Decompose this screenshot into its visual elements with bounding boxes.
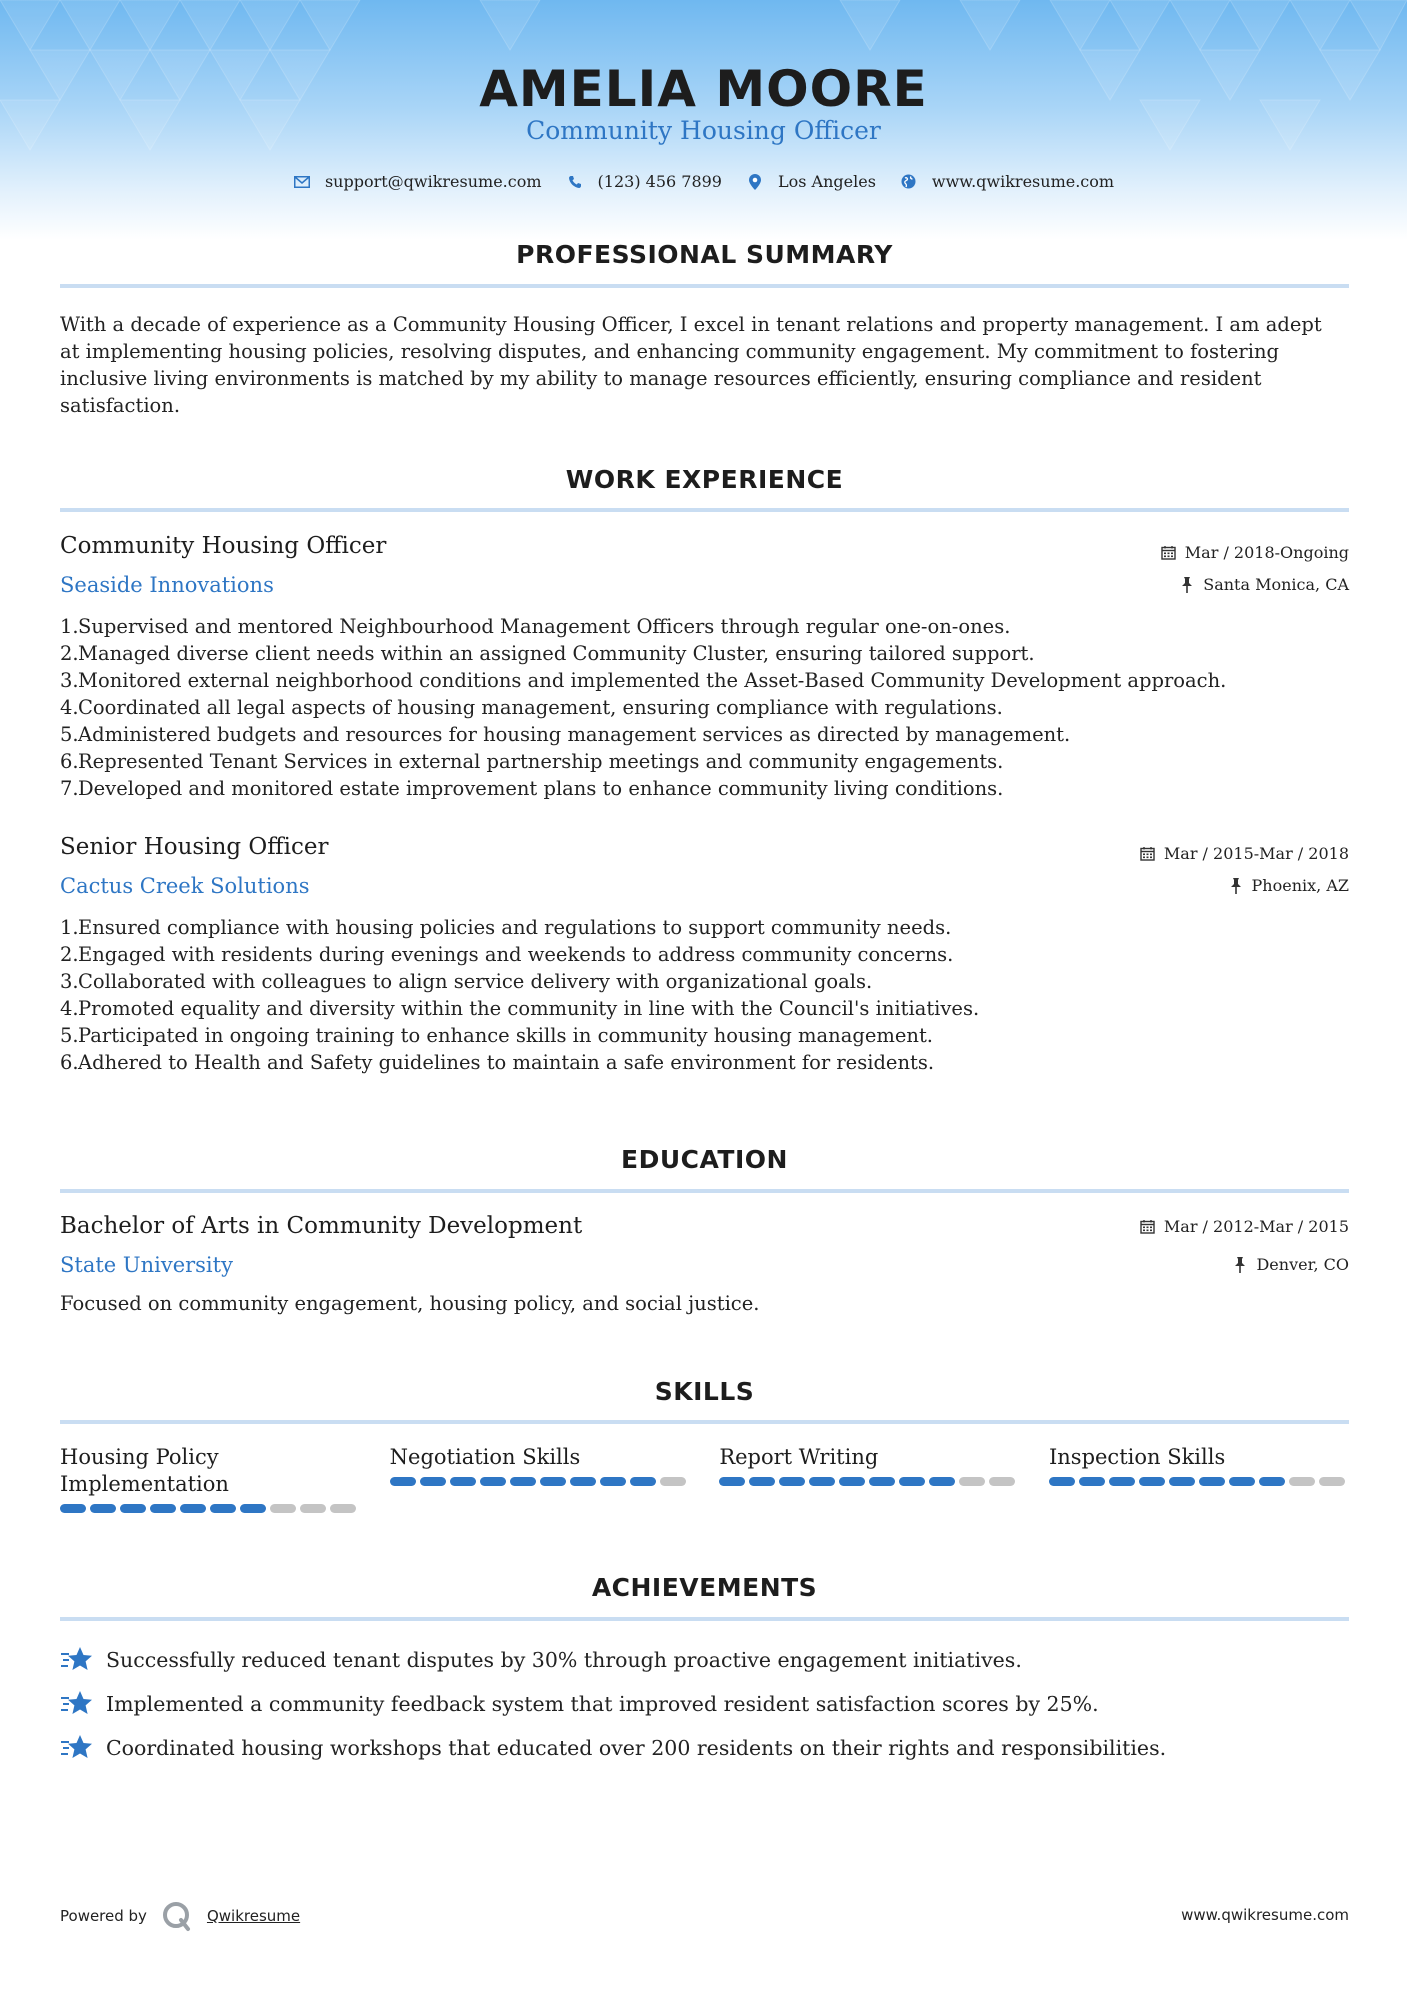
job-responsibilities [60, 613, 1349, 802]
skill-level-segment [719, 1477, 745, 1486]
list-item: 2. Managed diverse client needs within an assigned Community Cluster, ensuring tailored support. [60, 642, 1035, 665]
skill-level-segment [1229, 1477, 1255, 1486]
skills-list [60, 1444, 1349, 1513]
list-item: 6. Represented Tenant Services in external partnership meetings and community engagements. [60, 750, 1004, 773]
education-heading: EDUCATION [621, 1145, 788, 1174]
skills-heading: SKILLS [654, 1377, 755, 1406]
qwikresume-logo-icon [161, 1900, 193, 1932]
skill-level-segment [869, 1477, 895, 1486]
skill-level-segment [630, 1477, 656, 1486]
skill-level-segment [150, 1504, 176, 1513]
skill-level-segment [210, 1504, 236, 1513]
skill-level-segment [510, 1477, 536, 1486]
list-item: 3. Collaborated with colleagues to align service delivery with organizational goals. [60, 970, 873, 993]
job-dates-text: Mar / 2018-Ongoing [1184, 543, 1349, 562]
list-item: 1. Supervised and mentored Neighbourhood Management Officers through regular one-on-ones. [60, 615, 1011, 638]
skill-level-segment [959, 1477, 985, 1486]
contact-location [746, 172, 876, 191]
contact-location-text: Los Angeles [777, 172, 876, 191]
skill-name: Negotiation Skills [389, 1445, 581, 1469]
pushpin-icon [1232, 1257, 1248, 1273]
calendar-icon [1140, 1219, 1156, 1235]
education-degree: Bachelor of Arts in Community Development [60, 1213, 583, 1239]
skill-level-segment [240, 1504, 266, 1513]
achievement-text: Coordinated housing workshops that educated over 200 residents on their rights and responsibilities. [106, 1736, 1167, 1760]
job-responsibilities [60, 914, 1349, 1076]
education-description: Focused on community engagement, housing policy, and social justice. [60, 1292, 760, 1315]
list-item: 5. Participated in ongoing training to enhance skills in community housing management. [60, 1024, 933, 1047]
list-item: 7. Developed and monitored estate improvement plans to enhance community living conditions. [60, 777, 1004, 800]
summary-line: inclusive living environments is matched by my ability to manage resources efficiently, ensuring compliance and resident [60, 367, 1262, 390]
job-location-text: Phoenix, AZ [1251, 876, 1349, 895]
job-title: Community Housing Officer [60, 533, 387, 559]
achievement-item [60, 1733, 1349, 1763]
skill-level-segment [570, 1477, 596, 1486]
achievement-text: Successfully reduced tenant disputes by 30% through proactive engagement initiatives. [106, 1648, 1022, 1672]
list-item: 2. Engaged with residents during evenings and weekends to address community concerns. [60, 943, 954, 966]
skill-level-segment [839, 1477, 865, 1486]
list-item: 3. Monitored external neighborhood conditions and implemented the Asset-Based Community Development approach. [60, 669, 1227, 692]
skill-level-segment [989, 1477, 1015, 1486]
education-dates-text: Mar / 2012-Mar / 2015 [1163, 1217, 1349, 1236]
summary-divider [60, 284, 1349, 288]
job-company: Cactus Creek Solutions [60, 874, 310, 898]
skill-level-segment [480, 1477, 506, 1486]
skill-name: Inspection Skills [1048, 1445, 1226, 1469]
list-item: 6. Adhered to Health and Safety guidelines to maintain a safe environment for residents. [60, 1051, 935, 1074]
job-location [1179, 575, 1349, 594]
globe-icon [900, 173, 918, 191]
contact-email[interactable] [293, 172, 542, 191]
skill-level-segment [899, 1477, 925, 1486]
star-icon [60, 1645, 94, 1675]
pushpin-icon [1179, 577, 1195, 593]
star-icon [60, 1689, 94, 1719]
summary-line: at implementing housing policies, resolving disputes, and enhancing community engagement. My commitment to fostering [60, 340, 1280, 363]
skills-divider [60, 1420, 1349, 1424]
skill-name: Housing Policy Implementation [60, 1445, 229, 1496]
job-location-text: Santa Monica, CA [1203, 575, 1349, 594]
skill-item [719, 1444, 1019, 1513]
skill-level-bar [60, 1504, 360, 1513]
footer-website-link[interactable]: www.qwikresume.com [1181, 1906, 1349, 1924]
summary-line: satisfaction. [60, 394, 181, 417]
skill-level-segment [90, 1504, 116, 1513]
footer-branding [60, 1900, 300, 1932]
summary-line: With a decade of experience as a Community Housing Officer, I excel in tenant relations and property management. I am adept [60, 313, 1322, 336]
skill-level-segment [1259, 1477, 1285, 1486]
achievement-item [60, 1645, 1349, 1675]
candidate-title: Community Housing Officer [526, 116, 881, 145]
contact-website-text: www.qwikresume.com [931, 172, 1115, 191]
experience-divider [60, 508, 1349, 512]
skill-level-segment [1199, 1477, 1225, 1486]
skill-level-segment [300, 1504, 326, 1513]
skill-level-segment [779, 1477, 805, 1486]
calendar-icon [1140, 846, 1156, 862]
skill-level-segment [660, 1477, 686, 1486]
skill-item [390, 1444, 690, 1513]
job-dates [1140, 844, 1349, 863]
job-location [1228, 876, 1349, 895]
skill-level-segment [1289, 1477, 1315, 1486]
education-location-text: Denver, CO [1256, 1255, 1349, 1274]
skill-level-segment [120, 1504, 146, 1513]
skill-level-segment [60, 1504, 86, 1513]
experience-heading: WORK EXPERIENCE [565, 465, 844, 494]
job-title: Senior Housing Officer [60, 834, 329, 860]
job-dates [1161, 543, 1349, 562]
skill-item [60, 1444, 360, 1513]
list-item: 1. Ensured compliance with housing policies and regulations to support community needs. [60, 916, 952, 939]
skill-level-segment [1169, 1477, 1195, 1486]
summary-text [60, 311, 1349, 419]
skill-name: Report Writing [719, 1445, 879, 1469]
contact-website[interactable] [900, 172, 1114, 191]
powered-by-label: Powered by [60, 1907, 147, 1925]
envelope-icon [293, 173, 311, 191]
qwikresume-link[interactable]: Qwikresume [206, 1907, 301, 1925]
skill-level-segment [1319, 1477, 1345, 1486]
skill-level-segment [1049, 1477, 1075, 1486]
education-dates [1140, 1217, 1349, 1236]
education-divider [60, 1189, 1349, 1193]
skill-level-bar [390, 1477, 690, 1486]
education-school: State University [60, 1253, 233, 1277]
candidate-name: AMELIA MOORE [479, 60, 928, 118]
achievement-item [60, 1689, 1349, 1719]
education-location [1232, 1255, 1349, 1274]
pushpin-icon [1228, 878, 1244, 894]
list-item: 4. Promoted equality and diversity within the community in line with the Council's initiatives. [60, 997, 980, 1020]
star-icon [60, 1733, 94, 1763]
list-item: 4. Coordinated all legal aspects of housing management, ensuring compliance with regulations. [60, 696, 1003, 719]
contact-info [0, 172, 1407, 191]
skill-level-segment [1109, 1477, 1135, 1486]
skill-level-segment [450, 1477, 476, 1486]
achievement-text: Implemented a community feedback system that improved resident satisfaction scores by 25%. [106, 1692, 1099, 1716]
skill-level-segment [270, 1504, 296, 1513]
skill-level-segment [420, 1477, 446, 1486]
skill-level-segment [540, 1477, 566, 1486]
skill-level-segment [1139, 1477, 1165, 1486]
skill-level-segment [809, 1477, 835, 1486]
skill-level-segment [390, 1477, 416, 1486]
list-item: 5. Administered budgets and resources for housing management services as directed by management. [60, 723, 1071, 746]
skill-level-segment [330, 1504, 356, 1513]
calendar-icon [1161, 545, 1177, 561]
skill-level-segment [1079, 1477, 1105, 1486]
achievements-heading: ACHIEVEMENTS [591, 1573, 818, 1602]
contact-phone-text: (123) 456 7899 [597, 172, 722, 191]
skill-level-bar [1049, 1477, 1349, 1486]
achievements-divider [60, 1617, 1349, 1621]
summary-heading: PROFESSIONAL SUMMARY [516, 240, 893, 269]
skill-level-segment [929, 1477, 955, 1486]
map-marker-icon [746, 173, 764, 191]
job-company: Seaside Innovations [60, 573, 274, 597]
skill-level-segment [600, 1477, 626, 1486]
skill-item [1049, 1444, 1349, 1513]
job-dates-text: Mar / 2015-Mar / 2018 [1163, 844, 1349, 863]
skill-level-segment [180, 1504, 206, 1513]
contact-phone[interactable] [566, 172, 722, 191]
phone-icon [566, 173, 584, 191]
contact-email-text: support@qwikresume.com [324, 172, 542, 191]
skill-level-segment [749, 1477, 775, 1486]
skill-level-bar [719, 1477, 1019, 1486]
